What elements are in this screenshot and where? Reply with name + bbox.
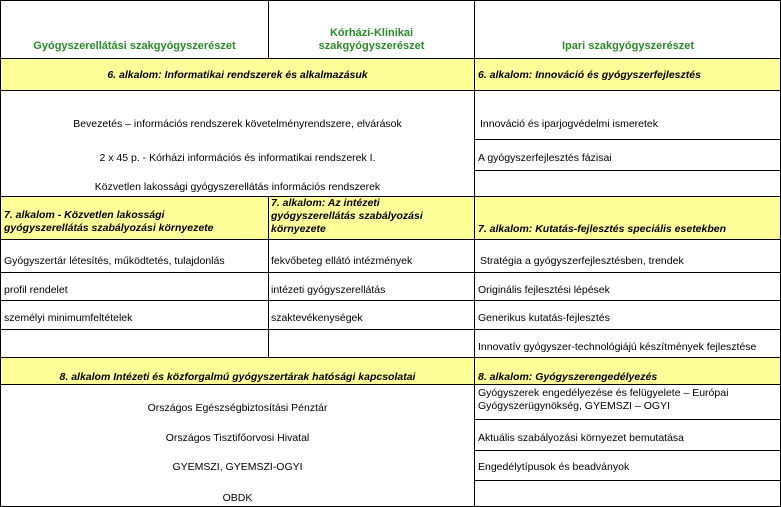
session8-right-title: 8. alkalom: Gyógyszerengedélyezés bbox=[475, 358, 781, 384]
grid-line bbox=[0, 300, 781, 301]
grid-line bbox=[268, 196, 269, 357]
session7-col1-row: profil rendelet bbox=[4, 284, 68, 296]
grid-line bbox=[474, 139, 781, 140]
session6-left-row: Közvetlen lakossági gyógyszerellátás információs rendszerek bbox=[94, 181, 381, 193]
header-col2-line2: szakgyógyszerészet bbox=[318, 40, 425, 52]
grid-line bbox=[0, 196, 781, 197]
grid-line bbox=[0, 272, 781, 273]
session6-right-row: Innováció és iparjogvédelmi ismeretek bbox=[480, 118, 659, 130]
session6-left-row: Bevezetés – információs rendszerek követelményrendszere, elvárások bbox=[73, 118, 402, 130]
grid-line bbox=[474, 480, 781, 481]
session7-col2-title bbox=[269, 197, 474, 239]
session6-right-title: 6. alkalom: Innováció és gyógyszerfejlesztés bbox=[475, 59, 781, 90]
session7-col1-row: személyi minimumfeltételek bbox=[4, 312, 133, 324]
session8-left-row: OBDK bbox=[222, 492, 253, 504]
session6-right-row: A gyógyszerfejlesztés fázisai bbox=[478, 152, 612, 164]
session6-left-title: 6. alkalom: Informatikai rendszerek és alkalmazásuk bbox=[1, 59, 474, 90]
grid-line bbox=[0, 329, 781, 330]
header-col2-line1: Kórházi-Klinikai bbox=[329, 27, 414, 39]
session7-col3-row: Originális fejlesztési lépések bbox=[478, 284, 610, 296]
session7-col1-title-line2: gyógyszerellátás szabályozási környezete bbox=[4, 222, 214, 234]
session7-col1-row: Gyógyszertár létesítés, működtetés, tulajdonlás bbox=[4, 255, 225, 267]
session7-col2-row: fekvőbeteg ellátó intézmények bbox=[271, 255, 413, 267]
header-col2 bbox=[269, 27, 474, 53]
session8-right-row: Engedélytípusok és beadványok bbox=[478, 461, 630, 473]
session8-left-row: Országos Tisztifőorvosi Hivatal bbox=[165, 432, 310, 444]
grid-line bbox=[0, 384, 781, 385]
session8-left-row: Országos Egészségbiztosítási Pénztár bbox=[147, 402, 328, 414]
session7-col3-row: Generikus kutatás-fejlesztés bbox=[478, 312, 610, 324]
header-col1: Gyógyszerellátási szakgyógyszerészet bbox=[33, 40, 236, 52]
session8-right-row-line2: Gyógyszerügynökség, GYEMSZI – OGYI bbox=[478, 400, 670, 412]
session7-col1-title-line1: 7. alkalom - Közvetlen lakossági bbox=[4, 209, 165, 221]
grid-line bbox=[0, 357, 781, 358]
session7-col3-row: Stratégia a gyógyszerfejlesztésben, trendek bbox=[480, 255, 684, 267]
grid-line bbox=[0, 58, 781, 59]
session7-col3-row: Innovatív gyógyszer-technológiájú készítmények fejlesztése bbox=[478, 341, 757, 353]
header-col3: Ipari szakgyógyszerészet bbox=[561, 40, 695, 52]
session7-col1-title bbox=[1, 197, 268, 239]
session8-left-row: GYEMSZI, GYEMSZI-OGYI bbox=[172, 461, 303, 473]
session8-left-title: 8. alkalom Intézeti és közforgalmú gyógyszertárak hatósági kapcsolatai bbox=[1, 358, 474, 384]
session7-col2-row: intézeti gyógyszerellátás bbox=[271, 284, 386, 296]
session7-col2-title-line1: 7. alkalom: Az intézeti bbox=[271, 197, 380, 209]
session6-left-row: 2 x 45 p. - Kórházi információs és informatikai rendszerek I. bbox=[99, 152, 376, 164]
session7-col3-title: 7. alkalom: Kutatás-fejlesztés speciális esetekben bbox=[475, 197, 781, 239]
grid-line bbox=[0, 0, 781, 1]
session7-col2-row: szaktevékenységek bbox=[271, 312, 363, 324]
grid-line bbox=[474, 450, 781, 451]
grid-line bbox=[474, 0, 475, 507]
session8-right-row: Aktuális szabályozási környezet bemutatása bbox=[478, 432, 685, 444]
grid-line bbox=[0, 90, 781, 91]
grid-line bbox=[268, 0, 269, 59]
session8-right-row-line1: Gyógyszerek engedélyezése és felügyelete – Európai bbox=[478, 387, 729, 399]
session7-col2-title-line2: gyógyszerellátás szabályozási bbox=[271, 210, 423, 222]
grid-line bbox=[474, 419, 781, 420]
grid-line bbox=[474, 170, 781, 171]
session8-right-row bbox=[478, 387, 780, 413]
grid-line bbox=[0, 0, 1, 507]
grid-line bbox=[0, 239, 781, 240]
session7-col2-title-line3: környezete bbox=[271, 223, 326, 235]
